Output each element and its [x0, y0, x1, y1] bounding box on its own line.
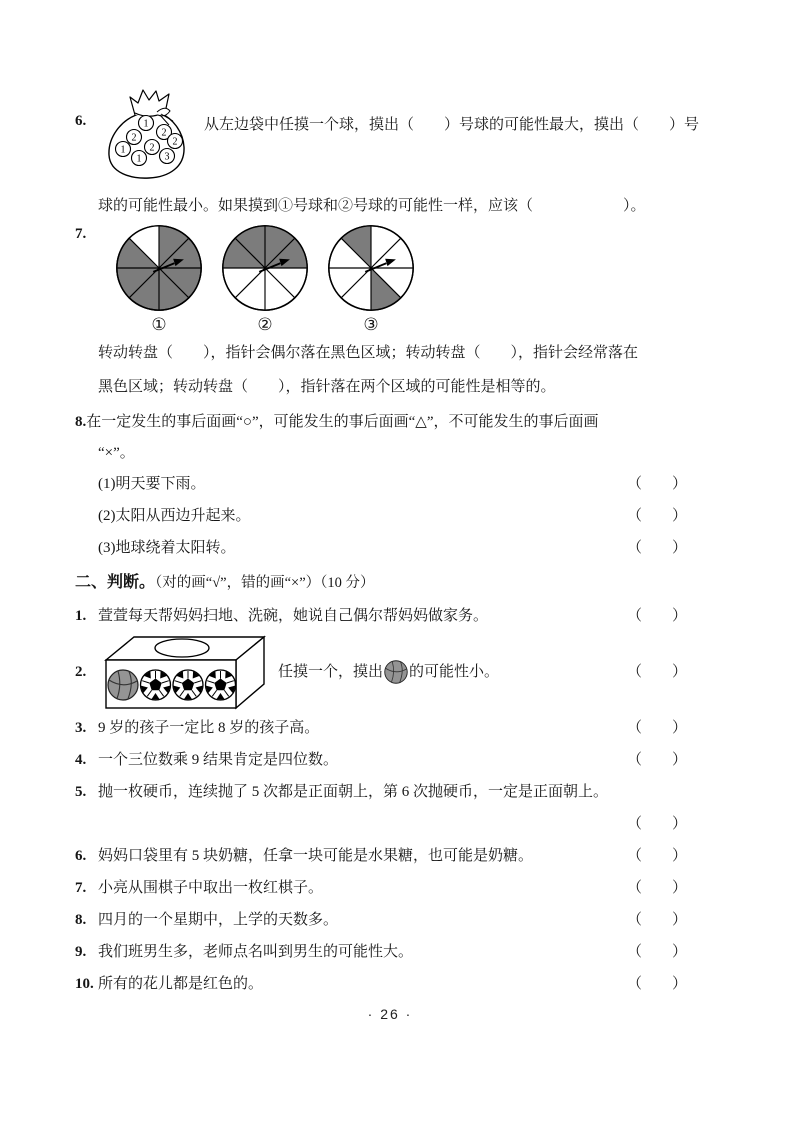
question-6-text-line-1: 从左边袋中任摸一个球，摸出（ ）号球的可能性最大，摸出（ ）号 [204, 117, 700, 133]
judgment-item-4: 4. 一个三位数乘 9 结果肯定是四位数。 （ ） [75, 744, 705, 776]
spinner-3-label: ③ [363, 315, 379, 334]
judgment-item-1: 1. 萱萱每天帮妈妈扫地、洗碗，她说自己偶尔帮妈妈做家务。 （ ） [75, 600, 705, 632]
spinner-1-wheel [113, 222, 205, 314]
answer-blank: （ ） [626, 944, 687, 960]
subitem-text: (3)地球绕着太阳转。 [98, 540, 236, 556]
svg-text:1: 1 [143, 118, 149, 130]
question-6-text-line-2: 球的可能性最小。如果摸到①号球和②号球的可能性一样，应该（ ）。 [98, 198, 646, 214]
bag-of-balls-illustration [99, 85, 194, 180]
subitem-text: (1)明天要下雨。 [98, 476, 206, 492]
judgment-item-10: 10. 所有的花儿都是红色的。 （ ） [75, 968, 705, 1000]
spinner-2 [219, 222, 311, 336]
svg-text:2: 2 [149, 142, 155, 154]
answer-blank: （ ） [626, 508, 687, 524]
answer-blank: （ ） [626, 664, 687, 680]
question-7 [75, 222, 705, 404]
soccer-ball-icon [141, 670, 171, 700]
soccer-ball-icon [173, 670, 203, 700]
question-8-text-line-1: 在一定发生的事后面画“○”，可能发生的事后面画“△”，不可能发生的事后面画 [86, 414, 599, 430]
judgment-item-5-answer-line [75, 808, 705, 840]
answer-blank: （ ） [626, 476, 687, 492]
section-2-header [75, 566, 705, 600]
section-2-judgment [75, 566, 705, 1000]
answer-blank: （ ） [626, 816, 687, 832]
answer-blank: （ ） [626, 976, 687, 992]
page-number: · 26 · [367, 1006, 413, 1022]
spinner-3 [325, 222, 417, 336]
svg-text:1: 1 [120, 144, 126, 156]
svg-text:3: 3 [164, 151, 170, 163]
question-8-subitem-3 [98, 532, 705, 564]
answer-blank: （ ） [626, 752, 687, 768]
basketball-icon [108, 670, 138, 700]
svg-text:2: 2 [172, 136, 178, 148]
svg-text:2: 2 [161, 127, 167, 139]
question-7-text-line-1: 转动转盘（ ），指针会偶尔落在黑色区域；转动转盘（ ），指针会经常落在 [98, 345, 639, 361]
answer-blank: （ ） [626, 848, 687, 864]
soccer-ball-icon [206, 670, 236, 700]
question-6 [75, 85, 705, 222]
spinner-1-label: ① [151, 315, 167, 334]
judgment-item-9: 9. 我们班男生多，老师点名叫到男生的可能性大。 （ ） [75, 936, 705, 968]
basketball-icon [384, 660, 408, 684]
judgment-item-2: 2. 任摸一个，摸出 的可能性小。 （ ） [75, 632, 705, 712]
answer-blank: （ ） [626, 540, 687, 556]
ball-box-illustration [98, 632, 270, 712]
judgment-item-3: 3. 9 岁的孩子一定比 8 岁的孩子高。 （ ） [75, 712, 705, 744]
subitem-text: (2)太阳从西边升起来。 [98, 508, 251, 524]
judgment-item-7: 7. 小亮从围棋子中取出一枚红棋子。 （ ） [75, 872, 705, 904]
spinner-3-wheel [325, 222, 417, 314]
answer-blank: （ ） [626, 608, 687, 624]
svg-text:1: 1 [136, 153, 142, 165]
section-2-title: 二、判断。 [75, 574, 156, 591]
question-8-number: 8. [75, 414, 87, 430]
svg-text:2: 2 [131, 132, 137, 144]
question-7-number: 7. [75, 226, 87, 242]
judgment-item-8: 8. 四月的一个星期中，上学的天数多。 （ ） [75, 904, 705, 936]
section-2-subtitle: （对的画“√”，错的画“×”）（10 分） [155, 575, 375, 591]
box-hole [155, 639, 209, 657]
answer-blank: （ ） [626, 880, 687, 896]
spinner-2-wheel [219, 222, 311, 314]
answer-blank: （ ） [626, 720, 687, 736]
judgment-item-6: 6. 妈妈口袋里有 5 块奶糖，任拿一块可能是水果糖，也可能是奶糖。 （ ） [75, 840, 705, 872]
spinner-1 [113, 222, 205, 336]
spinner-2-label: ② [257, 315, 273, 334]
question-6-number: 6. [75, 113, 87, 129]
question-8 [75, 406, 705, 564]
spinner-illustrations [99, 222, 417, 336]
answer-blank: （ ） [626, 912, 687, 928]
question-8-text-line-2: “×”。 [98, 445, 135, 461]
question-8-subitem-1 [98, 468, 705, 500]
judgment-item-5: 5. 抛一枚硬币，连续抛了 5 次都是正面朝上，第 6 次抛硬币，一定是正面朝上。 [75, 784, 609, 800]
question-7-text-line-2: 黑色区域；转动转盘（ ），指针落在两个区域的可能性是相等的。 [98, 379, 556, 395]
question-8-subitem-2 [98, 500, 705, 532]
